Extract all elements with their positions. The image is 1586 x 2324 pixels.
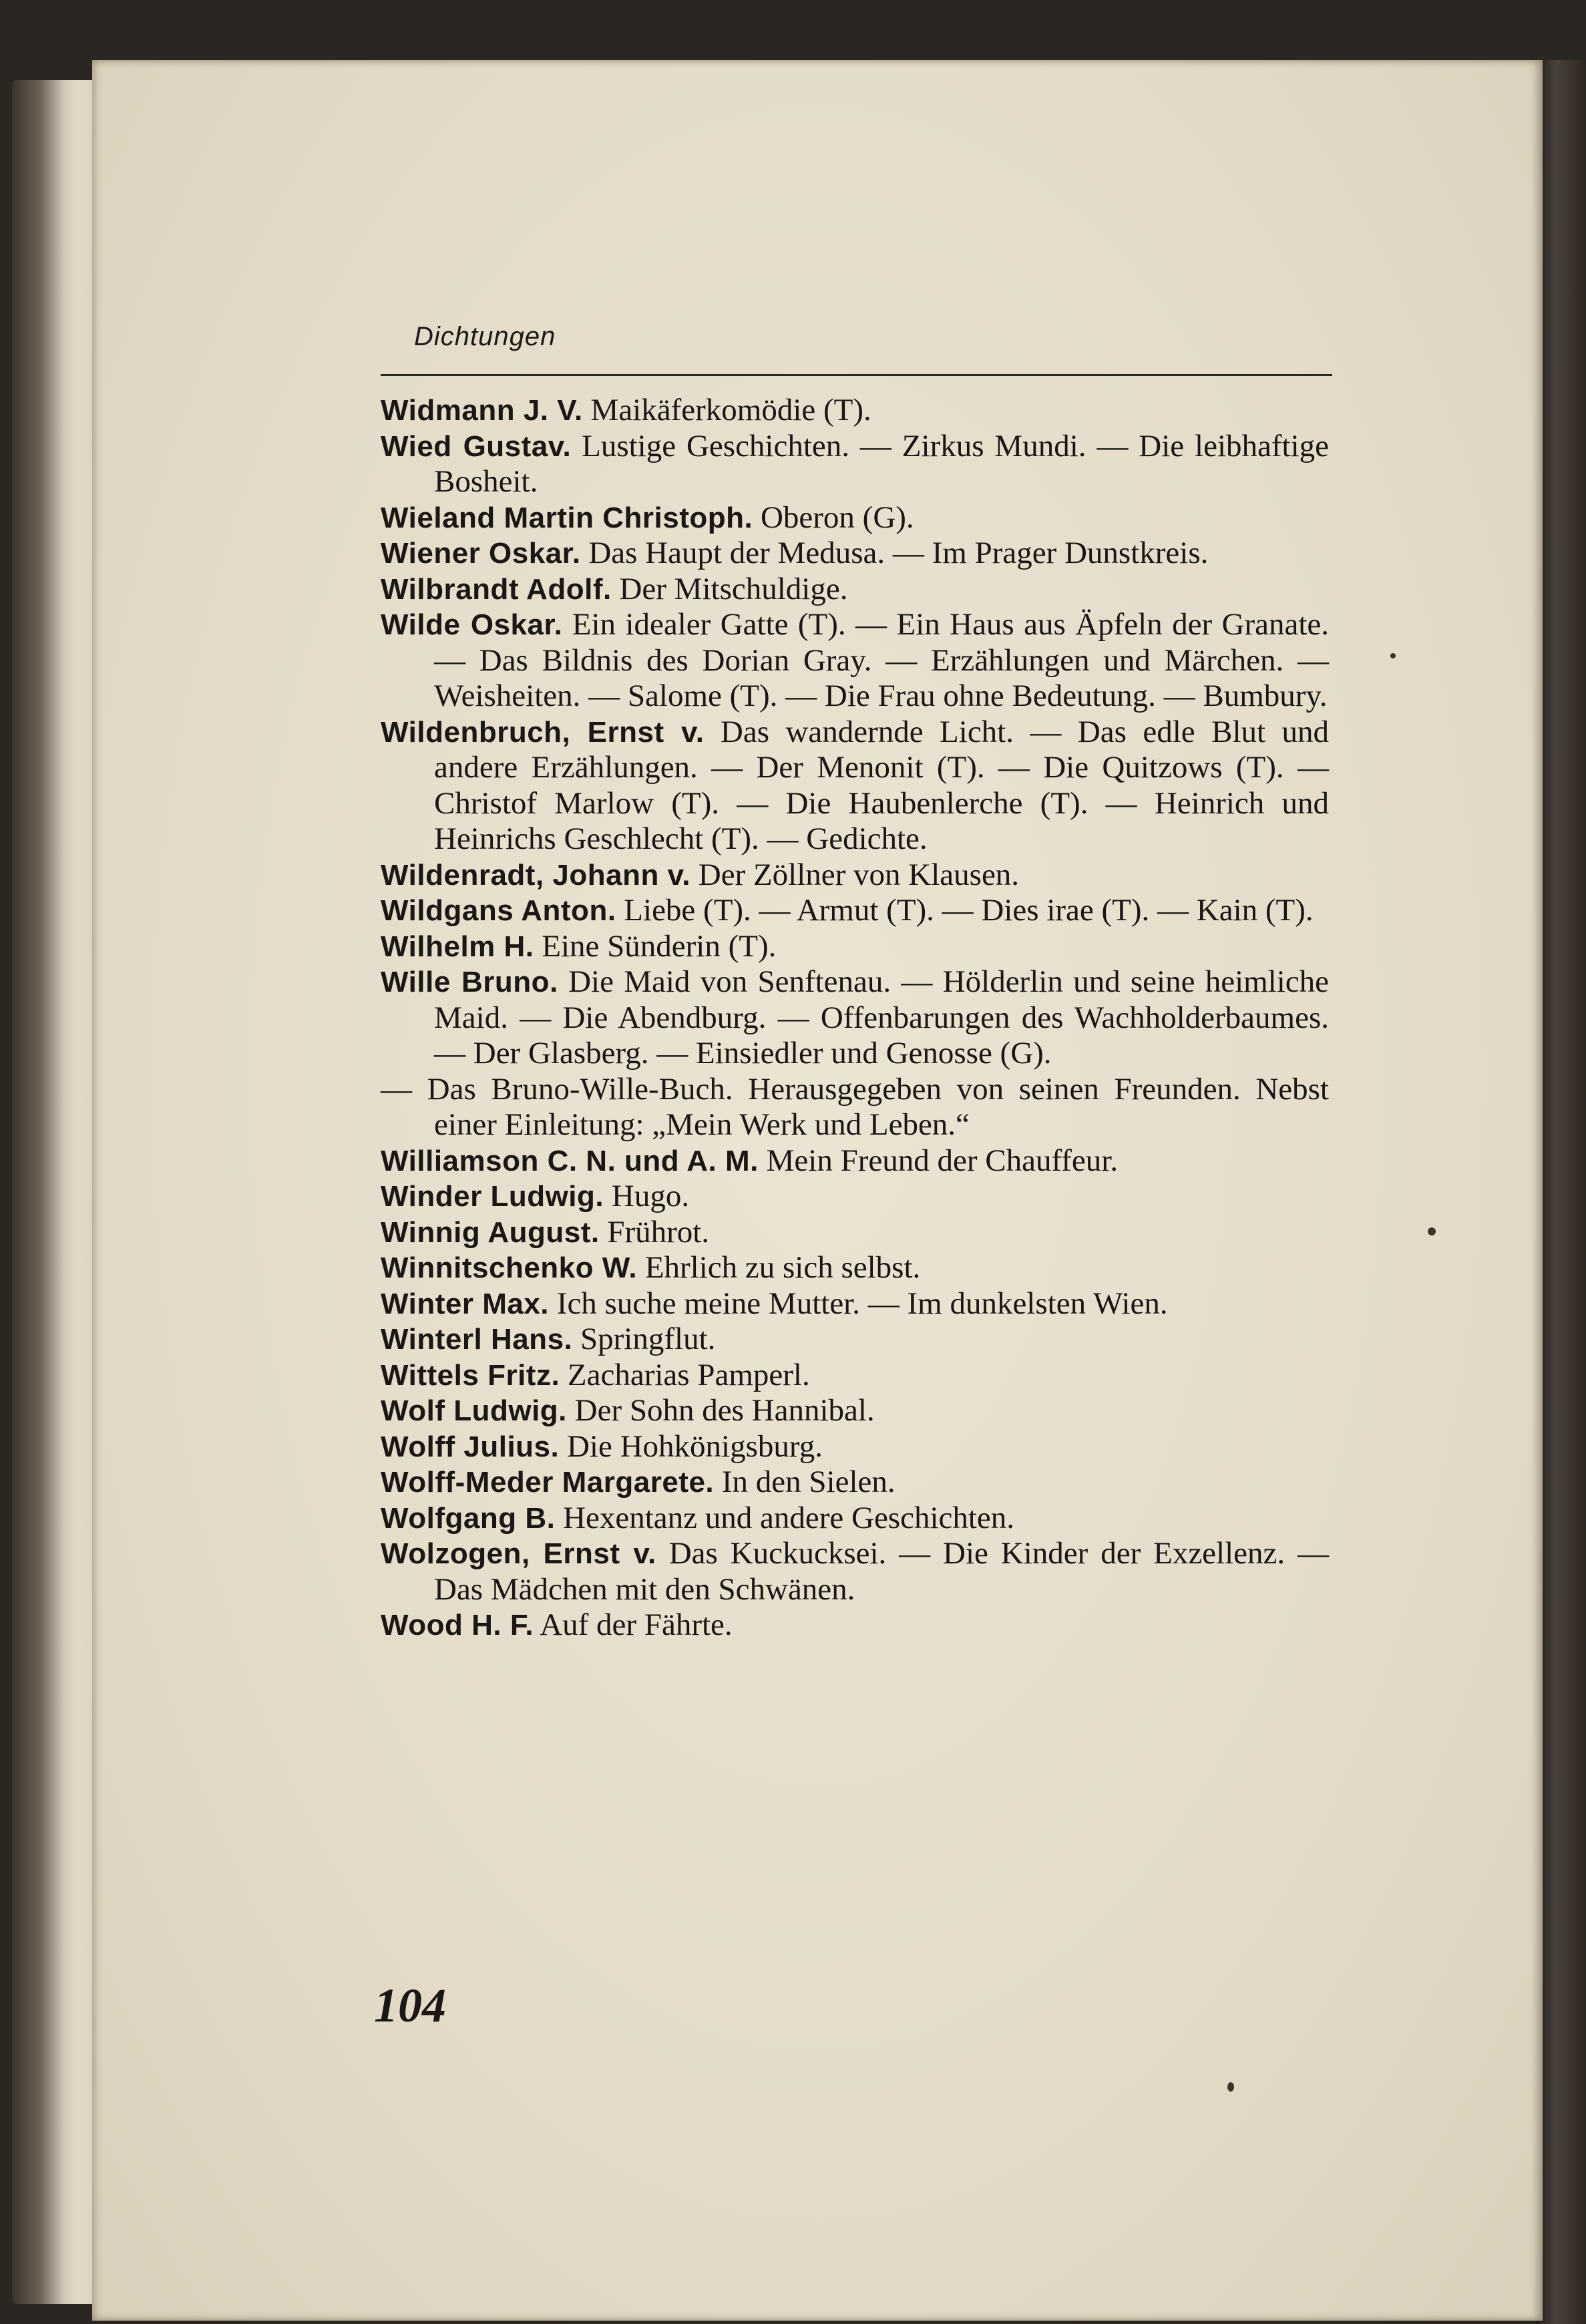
author-name: Wieland Martin Christoph. (381, 501, 753, 534)
work-titles: In den Sielen. (721, 1465, 896, 1499)
author-name: Wilbrandt Adolf. (381, 572, 612, 606)
author-name: Wolff Julius. (381, 1430, 560, 1463)
work-titles: Die Maid von Senftenau. — Hölderlin und seine heimliche Maid. — Die Abendburg. — Offenbarungen des Wachholderbaumes. — Der Glasberg. — Einsiedler und Genosse (G). (434, 964, 1330, 1071)
work-titles: Hexentanz und andere Geschichten. (563, 1500, 1015, 1535)
work-titles: Hugo. (611, 1179, 690, 1213)
index-entry (381, 964, 1329, 1072)
book-cover-right-edge (1536, 60, 1586, 2324)
author-index-list (381, 393, 1329, 1643)
author-name: Wilde Oskar. (381, 608, 563, 641)
index-entry (381, 1465, 1329, 1501)
index-entry (381, 536, 1329, 572)
work-titles: Auf der Fährte. (540, 1607, 733, 1642)
index-entry (381, 1358, 1329, 1394)
index-entry (381, 572, 1329, 608)
author-name: Widmann J. V. (381, 394, 583, 427)
index-entry (381, 1501, 1329, 1537)
author-name: Wildenbruch, Ernst v. (381, 715, 705, 749)
paper-speck (1390, 653, 1396, 658)
index-entry (381, 1286, 1329, 1322)
work-titles: Frührot. (607, 1214, 710, 1249)
author-name: Wildenradt, Johann v. (381, 858, 690, 892)
work-titles: Mein Freund der Chauffeur. (766, 1143, 1119, 1178)
index-entry (381, 1322, 1329, 1358)
index-entry (381, 893, 1329, 929)
author-name: Wood H. F. (381, 1609, 534, 1641)
index-entry (381, 500, 1329, 536)
index-entry (381, 1250, 1329, 1286)
work-titles: — Das Bruno-Wille-Buch. Herausgegeben von seinen Freunden. Nebst einer Einleitung: „Mein Werk und Leben.“ (381, 1071, 1329, 1142)
author-name: Winnitschenko W. (381, 1251, 638, 1284)
work-titles: Maikäferkomödie (T). (590, 393, 871, 427)
book-cover-left-edge (12, 80, 106, 2304)
author-name: Wolf Ludwig. (381, 1394, 567, 1427)
author-name: Wiener Oskar. (381, 537, 581, 570)
paper-speck (1428, 1227, 1436, 1235)
author-name: Wolfgang B. (381, 1501, 556, 1535)
work-titles: Eine Sünderin (T). (542, 928, 777, 964)
page-number: 104 (374, 1979, 446, 2032)
author-name: Williamson C. N. und A. M. (381, 1144, 759, 1177)
author-name: Wildgans Anton. (381, 894, 616, 927)
index-entry (381, 1143, 1329, 1179)
work-titles: Oberon (G). (760, 500, 914, 535)
work-titles: Der Sohn des Hannibal. (574, 1393, 875, 1428)
author-name: Wilhelm H. (381, 930, 534, 963)
work-titles: Der Mitschuldige. (619, 571, 848, 606)
index-entry (381, 857, 1329, 894)
index-entry (381, 607, 1329, 715)
header-rule (381, 374, 1332, 376)
author-name: Winterl Hans. (381, 1323, 573, 1356)
author-name: Winter Max. (381, 1287, 550, 1320)
index-entry (381, 1215, 1329, 1251)
author-name: Wied Gustav. (381, 429, 572, 463)
author-name: Wittels Fritz. (381, 1358, 560, 1392)
work-titles: Liebe (T). — Armut (T). — Dies irae (T). — Kain (T). (624, 893, 1314, 928)
author-name: Winnig August. (381, 1215, 600, 1249)
work-titles: Der Zöllner von Klausen. (698, 857, 1020, 892)
work-titles: Das Kuckucksei. — Die Kinder der Exzellenz. — Das Mädchen mit den Schwänen. (434, 1536, 1330, 1607)
index-entry (381, 429, 1329, 500)
work-titles: Das Haupt der Medusa. — Im Prager Dunstkreis. (588, 536, 1209, 570)
index-entry (381, 393, 1329, 429)
work-titles: Ehrlich zu sich selbst. (644, 1250, 921, 1285)
index-entry (381, 929, 1329, 965)
work-titles: Springflut. (580, 1322, 716, 1356)
author-name: Wolff-Meder Margarete. (381, 1466, 715, 1499)
index-entry (381, 1393, 1329, 1429)
work-titles: Lustige Geschichten. — Zirkus Mundi. — Die leibhaftige Bosheit. (434, 428, 1329, 499)
author-name: Wille Bruno. (381, 966, 558, 998)
index-entry (381, 1072, 1329, 1143)
running-head: Dichtungen (414, 322, 556, 351)
index-entry (381, 1429, 1329, 1465)
index-entry (381, 1607, 1329, 1643)
work-titles: Zacharias Pamperl. (567, 1357, 810, 1392)
work-titles: Ich suche meine Mutter. — Im dunkelsten Wien. (556, 1286, 1168, 1321)
index-entry (381, 1179, 1329, 1215)
author-name: Wolzogen, Ernst v. (381, 1537, 656, 1570)
work-titles: Die Hohkönigsburg. (566, 1428, 823, 1464)
work-titles: Ein idealer Gatte (T). — Ein Haus aus Äpfeln der Granate. — Das Bildnis des Dorian Gray. — Erzählungen und Märchen. — Weisheiten. — Salome (T). — Die Frau ohne Bedeutung. — Bumbury. (434, 607, 1329, 713)
index-entry (381, 715, 1329, 857)
author-name: Winder Ludwig. (381, 1180, 604, 1213)
work-titles: Das wandernde Licht. — Das edle Blut und andere Erzählungen. — Der Menonit (T). — Die Quitzows (T). — Christof Marlow (T). — Die Haubenlerche (T). — Heinrich und Heinrichs Geschlecht (T). — Gedichte. (434, 714, 1329, 856)
paper-speck (1227, 2082, 1234, 2092)
index-entry (381, 1536, 1329, 1607)
